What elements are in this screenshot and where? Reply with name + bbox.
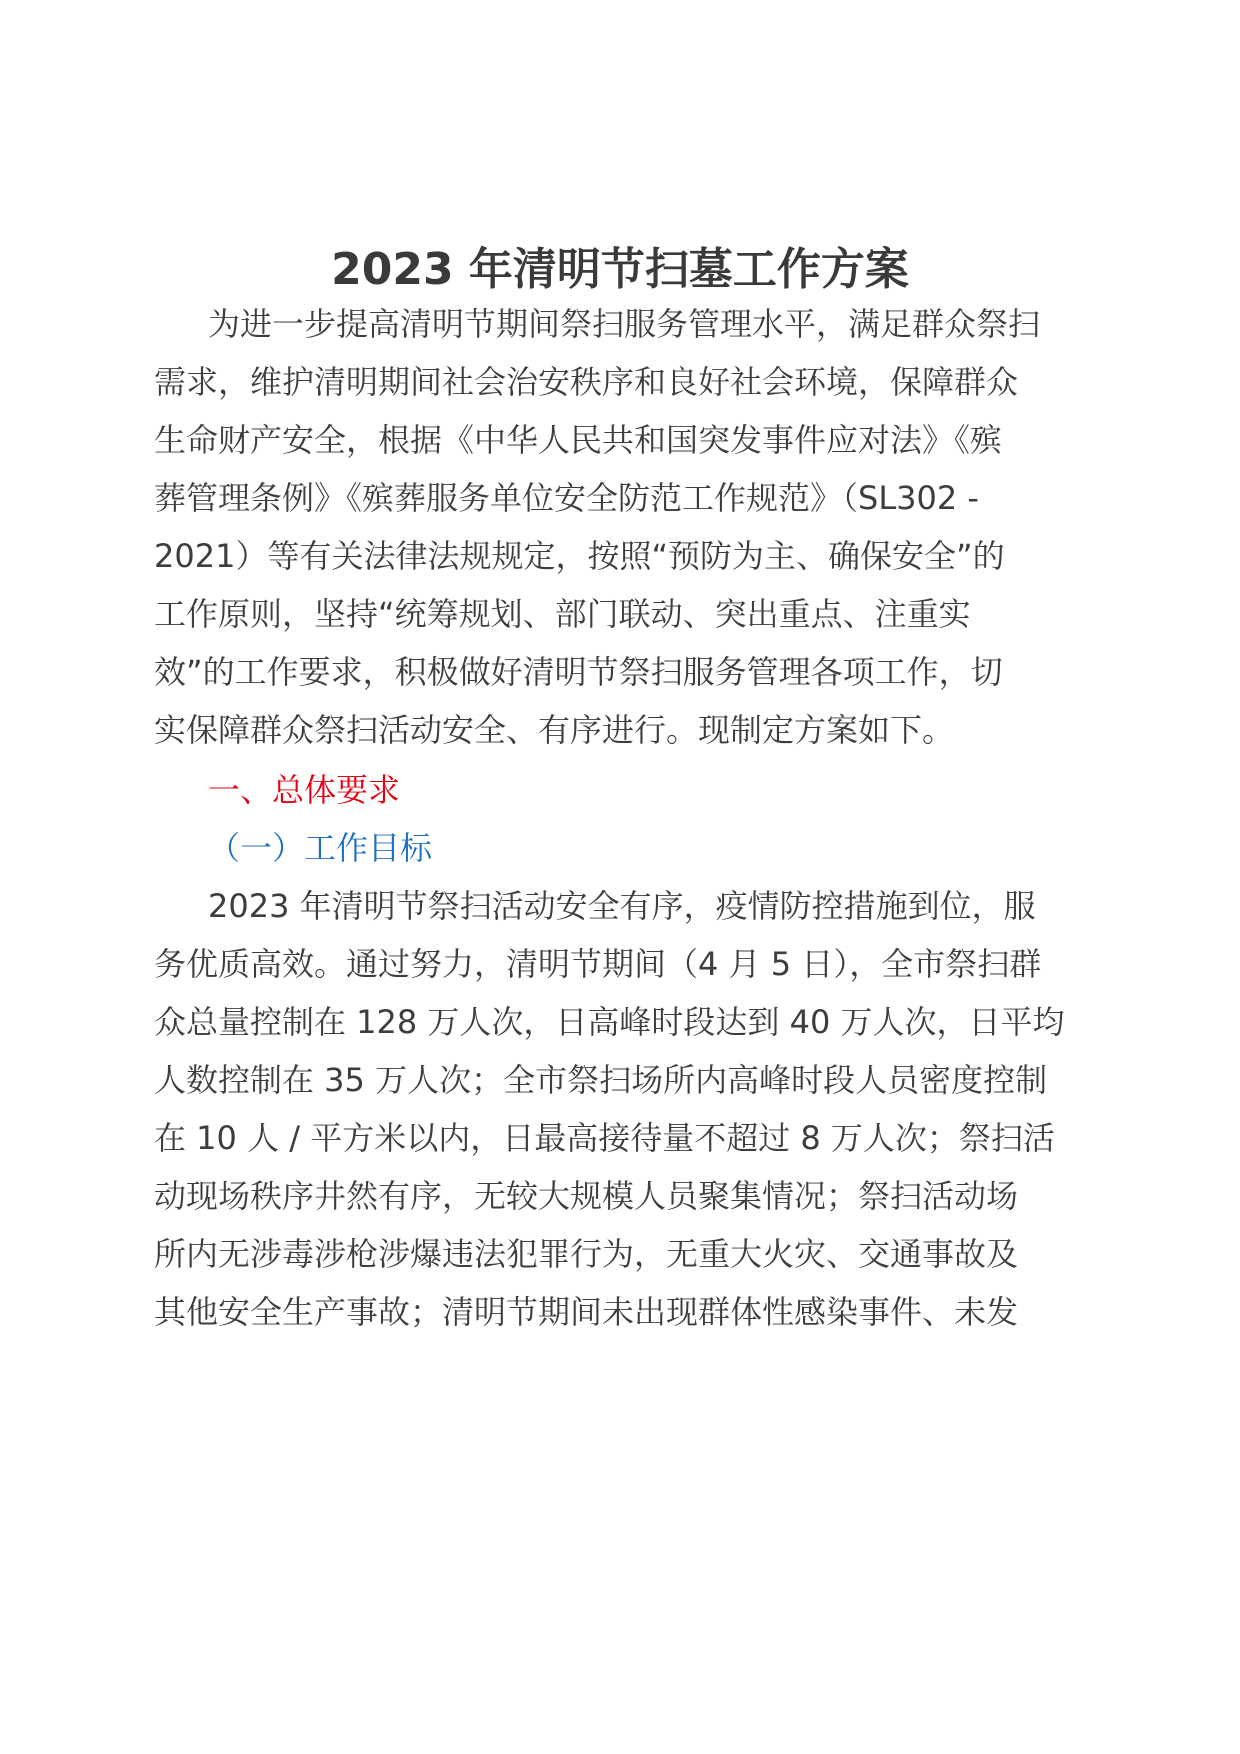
paragraph-line: 效”的工作要求，积极做好清明节祭扫服务管理各项工作，切 — [154, 653, 1003, 691]
paragraph-line: 葬管理条例》《殡葬服务单位安全防范工作规范》（SL302 - — [154, 479, 979, 517]
paragraph-line: 务优质高效。通过努力，清明节期间（4 月 5 日），全市祭扫群 — [154, 945, 1042, 983]
paragraph-line: 实保障群众祭扫活动安全、有序进行。现制定方案如下。 — [154, 711, 955, 749]
paragraph-line: 人数控制在 35 万人次；全市祭扫场所内高峰时段人员密度控制 — [154, 1061, 1048, 1099]
paragraph-line: 在 10 人 / 平方米以内，日最高接待量不超过 8 万人次；祭扫活 — [154, 1119, 1055, 1157]
paragraph-line: 众总量控制在 128 万人次，日高峰时段达到 40 万人次，日平均 — [154, 1003, 1065, 1041]
paragraph-line: 工作原则，坚持“统筹规划、部门联动、突出重点、注重实 — [154, 595, 971, 633]
document-title: 2023 年清明节扫墓工作方案 — [331, 244, 909, 295]
paragraph-line: 2021）等有关法律法规规定，按照“预防为主、确保安全”的 — [154, 537, 1005, 575]
paragraph-line: 动现场秩序井然有序，无较大规模人员聚集情况；祭扫活动场 — [154, 1177, 1019, 1215]
paragraph-line: 需求，维护清明期间社会治安秩序和良好社会环境，保障群众 — [154, 363, 1019, 401]
subsection-heading: （一）工作目标 — [208, 829, 433, 867]
section-heading: 一、总体要求 — [208, 771, 401, 809]
paragraph-line: 生命财产安全，根据《中华人民共和国突发事件应对法》《殡 — [154, 421, 1003, 459]
paragraph-line: 其他安全生产事故；清明节期间未出现群体性感染事件、未发 — [154, 1293, 1019, 1331]
paragraph-line: 2023 年清明节祭扫活动安全有序，疫情防控措施到位，服 — [208, 887, 1036, 925]
paragraph-line: 所内无涉毒涉枪涉爆违法犯罪行为，无重大火灾、交通事故及 — [154, 1235, 1019, 1273]
paragraph-line: 为进一步提高清明节期间祭扫服务管理水平，满足群众祭扫 — [208, 305, 1041, 343]
